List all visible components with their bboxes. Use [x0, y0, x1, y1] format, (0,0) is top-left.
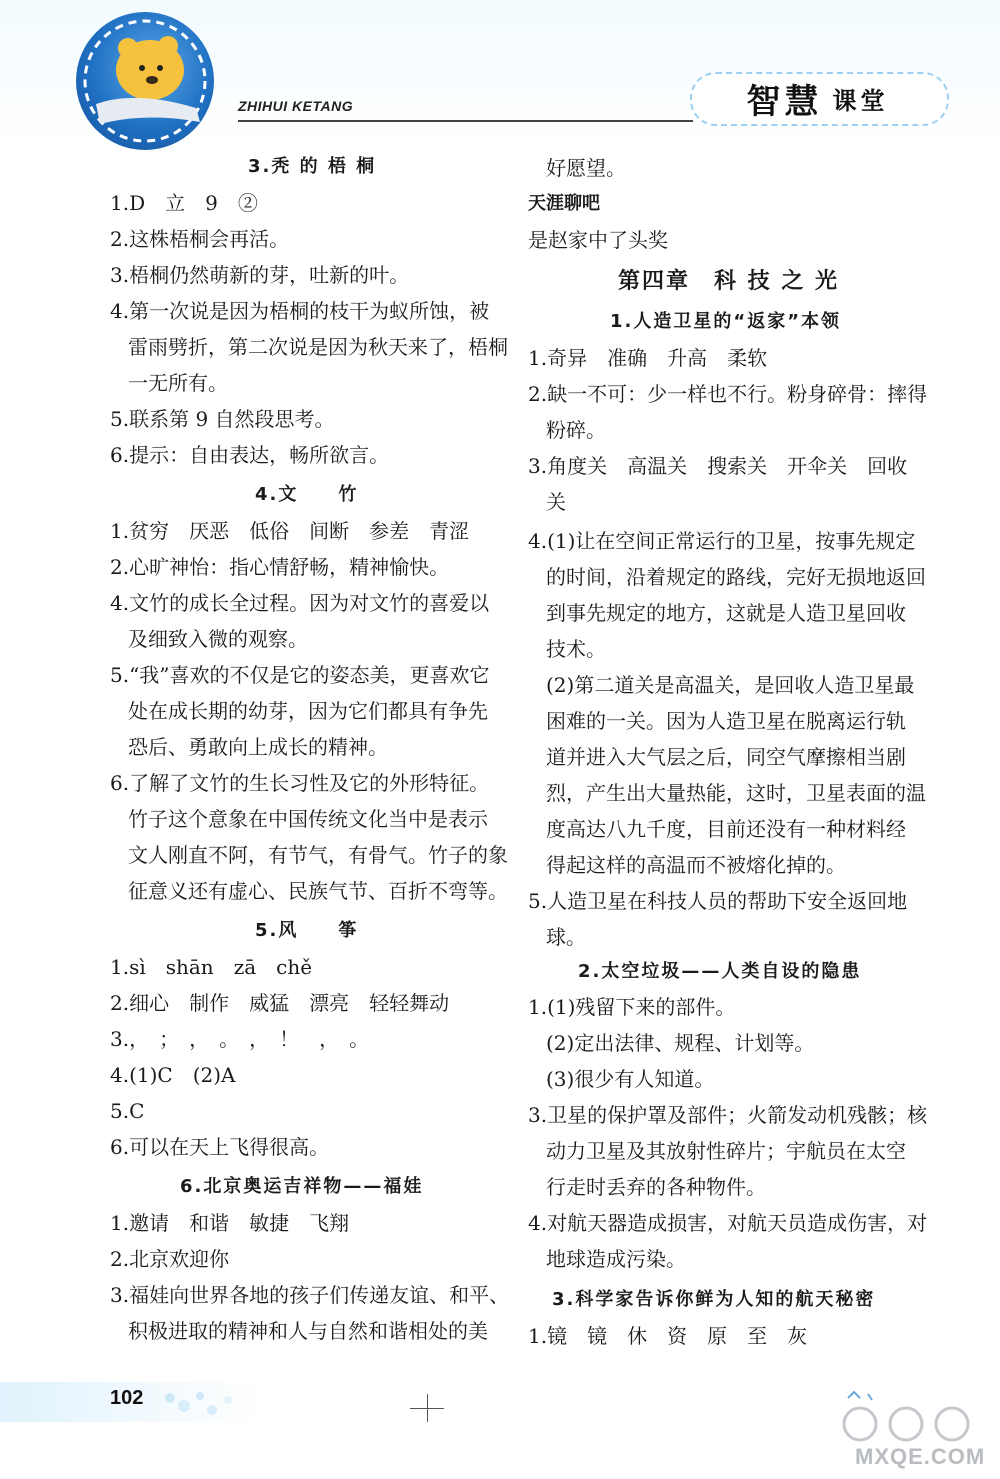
answer-line: (2)定出法律、规程、计划等。 — [546, 1031, 815, 1055]
answer-line: 的时间，沿着规定的路线，完好无损地返回 — [546, 565, 926, 589]
answer-line: 1.(1)残留下来的部件。 — [528, 995, 736, 1019]
bear-logo-icon — [76, 12, 214, 150]
answer-line: 2.细心 制作 威猛 漂亮 轻轻舞动 — [110, 991, 450, 1015]
section-title-3: 3.秃 的 梧 桐 — [248, 156, 377, 177]
answer-line: 粉碎。 — [546, 418, 606, 442]
continuation-line: 好愿望。 — [546, 156, 626, 180]
answer-line: 行走时丢弃的各种物件。 — [546, 1175, 766, 1199]
tianya-text: 是赵家中了头奖 — [528, 228, 668, 252]
answer-line: 1.镜 镜 休 资 原 至 灰 — [528, 1324, 808, 1348]
answer-line: 3.卫星的保护罩及部件；火箭发动机残骸；核 — [528, 1103, 928, 1127]
header-latin-title: ZHIHUI KETANG — [238, 98, 354, 114]
watermark-text: MXQE.COM — [855, 1444, 986, 1469]
answer-line: 2.心旷神怡：指心情舒畅，精神愉快。 — [110, 555, 450, 579]
answer-line: 地球造成污染。 — [546, 1247, 686, 1271]
answer-line: 及细致入微的观察。 — [128, 627, 308, 651]
brand-title — [700, 76, 935, 120]
answer-line: 得起这样的高温而不被熔化掉的。 — [546, 853, 846, 877]
header-rule — [238, 120, 693, 122]
answer-line: 3.福娃向世界各地的孩子们传递友谊、和平、 — [110, 1283, 510, 1307]
answer-line: 困难的一关。因为人造卫星在脱离运行轨 — [546, 709, 906, 733]
answer-line: 1.奇异 准确 升高 柔软 — [528, 346, 768, 370]
answer-line: 积极进取的精神和人与自然和谐相处的美 — [128, 1319, 488, 1343]
answer-line: 5.“我”喜欢的不仅是它的姿态美，更喜欢它 — [110, 663, 490, 687]
answer-line: 5.联系第 9 自然段思考。 — [110, 407, 335, 431]
answer-line: 4.第一次说是因为梧桐的枝干为蚁所蚀，被 — [110, 299, 490, 323]
answer-line: 4.文竹的成长全过程。因为对文竹的喜爱以 — [110, 591, 490, 615]
answer-line: 处在成长期的幼芽，因为它们都具有争先 — [128, 699, 488, 723]
answer-line: 竹子这个意象在中国传统文化当中是表示 — [128, 807, 488, 831]
answer-line: 度高达八九千度，目前还没有一种材料经 — [546, 817, 906, 841]
answer-line: 2.缺一不可：少一样也不行。粉身碎骨：摔得 — [528, 382, 928, 406]
answer-line: 1.sì shān zā chě — [110, 955, 313, 979]
answer-line: 1.D 立 9 ② — [110, 191, 258, 215]
answer-line: 6.可以在天上飞得很高。 — [110, 1135, 330, 1159]
answer-line: 5.人造卫星在科技人员的帮助下安全返回地 — [528, 889, 908, 913]
answer-line: 4.(1)让在空间正常运行的卫星，按事先规定 — [528, 529, 916, 553]
chapter-title: 第四章 科 技 之 光 — [618, 268, 839, 294]
answer-line: 3.， ； ， 。 ， ！ ， 。 — [110, 1027, 370, 1051]
answer-line: 球。 — [546, 925, 586, 949]
answer-line: 关 — [546, 490, 566, 514]
answer-line: 道并进入大气层之后，同空气摩擦相当剧 — [546, 745, 906, 769]
section-title-r2: 2.太空垃圾——人类自设的隐患 — [578, 961, 862, 982]
answer-line: 烈，产生出大量热能，这时，卫星表面的温 — [546, 781, 926, 805]
brand-main: 智慧 — [746, 81, 823, 122]
tianya-label: 天涯聊吧 — [528, 193, 600, 214]
answer-line: 文人刚直不阿，有节气，有骨气。竹子的象 — [128, 843, 508, 867]
answer-line: 动力卫星及其放射性碎片；宇航员在太空 — [546, 1139, 906, 1163]
answer-line: 6.了解了文竹的生长习性及它的外形特征。 — [110, 771, 490, 795]
answer-line: 4.对航天器造成损害，对航天员造成伤害，对 — [528, 1211, 928, 1235]
answer-line: 技术。 — [546, 637, 606, 661]
answer-line: 5.C — [110, 1099, 145, 1123]
answer-line: 征意义还有虚心、民族气节、百折不弯等。 — [128, 879, 508, 903]
brand-sub: 课堂 — [832, 86, 889, 115]
flower-dots-icon — [150, 1384, 260, 1424]
answer-line: 2.北京欢迎你 — [110, 1247, 230, 1271]
section-title-6: 6.北京奥运吉祥物——福娃 — [180, 1176, 424, 1197]
answer-line: 到事先规定的地方，这就是人造卫星回收 — [546, 601, 906, 625]
logo-icon — [76, 12, 214, 150]
section-title-5: 5.风 筝 — [255, 920, 359, 941]
page-number: 102 — [110, 1387, 144, 1409]
answer-line: 3.角度关 高温关 搜索关 开伞关 回收 — [528, 454, 908, 478]
crop-mark-icon — [427, 1394, 428, 1422]
answer-line: 1.邀请 和谐 敏捷 飞翔 — [110, 1211, 350, 1235]
section-title-r3: 3.科学家告诉你鲜为人知的航天秘密 — [552, 1289, 876, 1310]
answer-line: 1.贫穷 厌恶 低俗 间断 参差 青涩 — [110, 519, 470, 543]
answer-line: 3.梧桐仍然萌新的芽，吐新的叶。 — [110, 263, 410, 287]
answer-line: 4.(1)C (2)A — [110, 1063, 236, 1087]
answer-line: 一无所有。 — [128, 371, 228, 395]
answer-line: 6.提示：自由表达，畅所欲言。 — [110, 443, 390, 467]
section-title-4: 4.文 竹 — [255, 484, 359, 505]
answer-line: (3)很少有人知道。 — [546, 1067, 715, 1091]
answer-line: (2)第二道关是高温关，是回收人造卫星最 — [546, 673, 915, 697]
section-title-r1: 1.人造卫星的“返家”本领 — [610, 311, 842, 332]
answer-line: 2.这株梧桐会再活。 — [110, 227, 290, 251]
answer-line: 恐后、勇敢向上成长的精神。 — [128, 735, 388, 759]
answer-line: 雷雨劈折，第二次说是因为秋天来了，梧桐 — [128, 335, 508, 359]
